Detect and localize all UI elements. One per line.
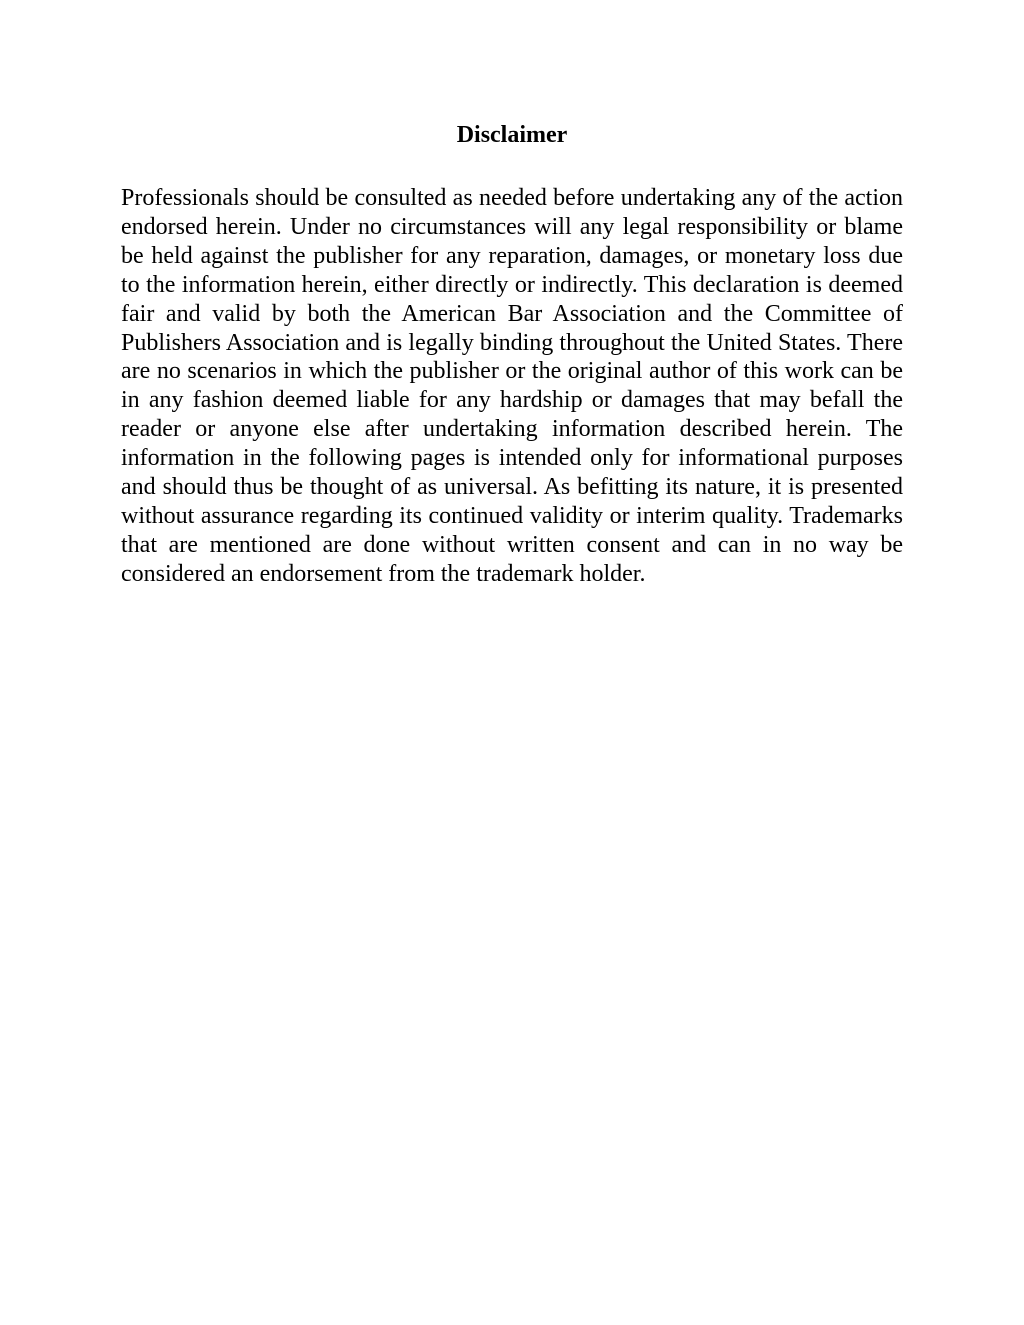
page-title: Disclaimer: [456, 122, 568, 148]
disclaimer-paragraph: Professionals should be consulted as needed before undertaking any of the action endorsed herein. Under no circumstances will any legal responsibility or blame be held against the publisher for any reparation, damages, or monetary loss due to the information herein, either directly or indirectly. This declaration is deemed fair and valid by both the American Bar Association and the Committee of Publishers Association and is legally binding throughout the United States. There are no scenarios in which the publisher or the original author of this work can be in any fashion deemed liable for any hardship or damages that may befall the reader or anyone else after undertaking information described herein. The information in the following pages is intended only for informational purposes and should thus be thought of as universal. As befitting its nature, it is presented without assurance regarding its continued validity or interim quality. Trademarks that are mentioned are done without written consent and can in no way be considered an endorsement from the trademark holder.: [121, 185, 903, 587]
